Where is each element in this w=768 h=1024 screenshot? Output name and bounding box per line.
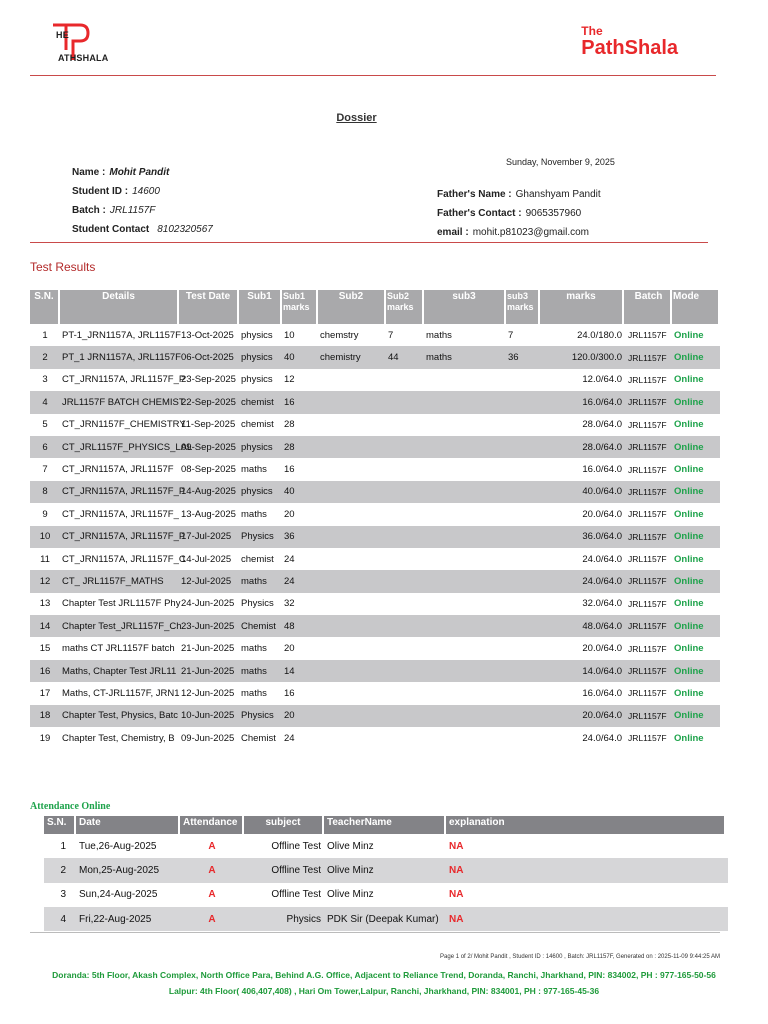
cell-m1: 24 [284, 575, 295, 587]
cell-m2: 44 [388, 352, 399, 364]
cell-details: CT_JRN1157A, JRL1157F_P [62, 531, 186, 543]
cell-batch: JRL1157F [628, 330, 667, 341]
att-cell-date: Fri,22-Aug-2025 [79, 913, 152, 925]
cell-details: Chapter Test JRL1157F Phy [62, 598, 181, 610]
page-info: Page 1 of 2/ Mohit Pandit , Student ID : 14600 , Batch: JRL1157F, Generated on : 2025-11-09 9:44:25 AM [440, 954, 720, 960]
table-row [30, 570, 720, 592]
cell-m1: 28 [284, 419, 295, 431]
logo-the: The [581, 24, 603, 38]
cell-date: 24-Jun-2025 [181, 598, 235, 610]
cell-mode: Online [674, 643, 704, 655]
cell-m1: 20 [284, 643, 295, 655]
cell-sn: 7 [42, 464, 48, 476]
att-cell-teacher: Olive Minz [327, 864, 374, 876]
cell-batch: JRL1157F [628, 442, 667, 453]
report-date: Sunday, November 9, 2025 [506, 157, 615, 167]
att-header-sn: S.N. [44, 816, 76, 834]
student-name-label: Name : [72, 167, 106, 178]
cell-date: 17-Jul-2025 [181, 531, 232, 543]
batch-field [72, 205, 155, 216]
cell-m3: 7 [508, 329, 514, 341]
cell-sub1: chemist [241, 419, 274, 431]
logo-name: PathShala [581, 37, 678, 59]
cell-mode: Online [674, 329, 704, 341]
student-name-field [72, 167, 169, 178]
cell-mode: Online [674, 508, 704, 520]
cell-sn: 11 [40, 553, 50, 565]
cell-mode: Online [674, 598, 704, 610]
cell-m1: 20 [284, 710, 295, 722]
test-results-table [30, 290, 720, 749]
logo-pathshala-right [581, 25, 678, 58]
table-row [30, 682, 720, 704]
logo-pathshala-left [50, 22, 120, 64]
cell-sub2: chemstry [320, 329, 359, 341]
cell-m1: 28 [284, 441, 295, 453]
student-name-value: Mohit Pandit [109, 167, 170, 178]
cell-marks: 28.0/64.0 [582, 419, 622, 431]
cell-batch: JRL1157F [628, 598, 667, 609]
table-row [30, 436, 720, 458]
cell-batch: JRL1157F [628, 374, 667, 385]
email-label: email : [437, 227, 469, 238]
cell-sub1: physics [241, 329, 273, 341]
cell-details: maths CT JRL1157F batch [62, 643, 175, 655]
cell-sn: 3 [42, 374, 48, 386]
table-row [30, 481, 720, 503]
results-header-row [30, 290, 720, 324]
cell-mode: Online [674, 687, 704, 699]
cell-m1: 12 [284, 374, 295, 386]
email-value: mohit.p81023@gmail.com [472, 227, 590, 238]
batch-value: JRL1157F [109, 205, 156, 216]
cell-m1: 48 [284, 620, 295, 632]
cell-mode: Online [674, 486, 704, 498]
att-header-subject: subject [244, 816, 324, 834]
att-cell-sn: 3 [60, 889, 66, 901]
cell-sn: 10 [39, 531, 51, 543]
cell-mode: Online [674, 464, 704, 476]
att-cell-subject: Physics [286, 913, 321, 925]
cell-details: Chapter Test, Chemistry, B [62, 732, 175, 744]
cell-details: PT_1 JRN1157A, JRL1157F [62, 352, 181, 364]
table-row [30, 324, 720, 346]
attendance-row [44, 834, 728, 858]
cell-m1: 14 [284, 665, 295, 677]
cell-date: 21-Jun-2025 [181, 643, 235, 655]
cell-sn: 16 [39, 665, 51, 677]
cell-batch: JRL1157F [628, 621, 667, 632]
cell-date: 23-Sep-2025 [181, 374, 236, 386]
cell-sub2: chemistry [320, 352, 361, 364]
cell-mode: Online [674, 352, 704, 364]
col-header-sub3: sub3 [424, 290, 506, 324]
cell-details: CT_JRN1157A, JRL1157F_P [62, 486, 186, 498]
cell-m1: 40 [284, 486, 295, 498]
cell-sn: 4 [42, 396, 48, 408]
cell-date: 22-Sep-2025 [181, 396, 236, 408]
cell-sub1: Chemist [241, 732, 276, 744]
document-title: Dossier [336, 112, 377, 124]
cell-marks: 12.0/64.0 [582, 374, 622, 386]
att-cell-exp: NA [449, 840, 464, 852]
student-contact-field [72, 224, 213, 235]
cell-sn: 8 [42, 486, 48, 498]
cell-batch: JRL1157F [628, 688, 667, 699]
col-header-sub3-marks: sub3 marks [506, 290, 540, 324]
att-header-teacher: TeacherName [324, 816, 446, 834]
cell-sn: 5 [42, 419, 48, 431]
cell-mode: Online [674, 710, 704, 722]
cell-sub1: Physics [241, 531, 274, 543]
cell-marks: 32.0/64.0 [582, 598, 622, 610]
cell-sub1: physics [241, 374, 273, 386]
cell-mode: Online [674, 575, 704, 587]
cell-mode: Online [674, 620, 704, 632]
att-cell-subject: Offline Test [271, 889, 321, 901]
cell-sub1: physics [241, 441, 273, 453]
col-header-batch: Batch [624, 290, 672, 324]
cell-date: 12-Jul-2025 [181, 575, 232, 587]
cell-details: CT_JRN1157A, JRL1157F [62, 464, 174, 476]
cell-marks: 16.0/64.0 [582, 464, 622, 476]
att-cell-teacher: PDK Sir (Deepak Kumar) [327, 913, 439, 925]
cell-batch: JRL1157F [628, 464, 667, 475]
att-cell-teacher: Olive Minz [327, 889, 374, 901]
cell-details: Chapter Test, Physics, Batc [62, 710, 178, 722]
cell-details: CT_JRL1157F_PHYSICS_LAL [62, 441, 193, 453]
cell-batch: JRL1157F [628, 733, 667, 744]
logo-text-bottom: ATHSHALA [58, 53, 109, 63]
cell-sub1: Physics [241, 710, 274, 722]
cell-m1: 16 [284, 396, 295, 408]
col-header-sub2-marks: Sub2 marks [386, 290, 424, 324]
cell-sub1: maths [241, 508, 267, 520]
student-contact-value: 8102320567 [157, 224, 213, 235]
table-row [30, 391, 720, 413]
cell-date: 11-Sep-2025 [181, 419, 236, 431]
cell-m1: 16 [284, 687, 295, 699]
student-id-label: Student ID : [72, 186, 129, 197]
cell-marks: 28.0/64.0 [582, 441, 622, 453]
cell-mode: Online [674, 531, 704, 543]
cell-date: 06-Oct-2025 [181, 352, 234, 364]
cell-m2: 7 [388, 329, 394, 341]
table-row [30, 615, 720, 637]
attendance-row [44, 858, 728, 882]
cell-date: 13-Aug-2025 [181, 508, 236, 520]
att-cell-subject: Offline Test [271, 840, 321, 852]
cell-marks: 16.0/64.0 [582, 396, 622, 408]
student-id-field [72, 186, 160, 197]
att-cell-sn: 2 [60, 864, 66, 876]
cell-sn: 9 [42, 508, 48, 520]
cell-batch: JRL1157F [628, 352, 667, 363]
info-divider [30, 242, 708, 243]
table-row [30, 458, 720, 480]
student-id-value: 14600 [132, 186, 160, 197]
cell-sub1: Chemist [241, 620, 276, 632]
table-row [30, 660, 720, 682]
cell-date: 13-Oct-2025 [181, 329, 234, 341]
cell-details: Maths, Chapter Test JRL11 [62, 665, 177, 677]
cell-batch: JRL1157F [628, 554, 667, 565]
father-contact-value: 9065357960 [525, 208, 582, 219]
cell-date: 23-Jun-2025 [181, 620, 235, 632]
att-cell-sn: 1 [60, 840, 66, 852]
table-row [30, 526, 720, 548]
cell-batch: JRL1157F [628, 509, 667, 520]
cell-details: CT_JRN1157F_CHEMISTRY [62, 419, 186, 431]
cell-sn: 18 [39, 710, 51, 722]
cell-batch: JRL1157F [628, 486, 667, 497]
cell-details: CT_JRN1157A, JRL1157F_C [62, 553, 186, 565]
col-header-sub1: Sub1 [239, 290, 282, 324]
cell-m1: 40 [284, 352, 295, 364]
att-header-attendance: Attendance [180, 816, 244, 834]
cell-date: 09-Sep-2025 [181, 441, 236, 453]
cell-sn: 1 [42, 329, 48, 341]
cell-batch: JRL1157F [628, 531, 667, 542]
cell-batch: JRL1157F [628, 576, 667, 587]
cell-sub1: maths [241, 665, 267, 677]
footer-divider [30, 932, 720, 933]
table-row [30, 548, 720, 570]
father-contact-field [437, 208, 581, 219]
results-body [30, 324, 720, 749]
cell-details: CT_JRN1157A, JRL1157F_ [62, 508, 179, 520]
cell-marks: 20.0/64.0 [582, 643, 622, 655]
cell-sub1: maths [241, 575, 267, 587]
cell-sn: 6 [42, 441, 48, 453]
student-contact-label: Student Contact [72, 224, 150, 235]
att-header-date: Date [76, 816, 180, 834]
cell-mode: Online [674, 374, 704, 386]
att-cell-subject: Offline Test [271, 864, 321, 876]
att-header-explanation: explanation [446, 816, 726, 834]
att-cell-teacher: Olive Minz [327, 840, 374, 852]
att-cell-att: A [208, 864, 216, 876]
attendance-title: Attendance Online [30, 801, 111, 812]
attendance-row [44, 883, 728, 907]
att-cell-date: Mon,25-Aug-2025 [79, 864, 160, 876]
cell-m3: 36 [508, 352, 519, 364]
att-cell-exp: NA [449, 864, 464, 876]
cell-batch: JRL1157F [628, 419, 667, 430]
logo-text-top: HE [56, 30, 69, 40]
batch-label: Batch : [72, 205, 106, 216]
cell-sn: 14 [39, 620, 51, 632]
cell-sn: 17 [39, 687, 51, 699]
cell-sub1: maths [241, 464, 267, 476]
cell-m1: 32 [284, 598, 295, 610]
cell-sn: 13 [39, 598, 51, 610]
col-header-marks: marks [540, 290, 624, 324]
col-header-mode: Mode [672, 290, 720, 324]
att-cell-exp: NA [449, 913, 464, 925]
cell-details: Chapter Test_JRL1157F_Ch [62, 620, 182, 632]
cell-sub1: Physics [241, 598, 274, 610]
cell-mode: Online [674, 419, 704, 431]
cell-mode: Online [674, 441, 704, 453]
cell-sub3: maths [426, 329, 452, 341]
cell-sub1: physics [241, 486, 273, 498]
cell-sub1: chemist [241, 553, 274, 565]
table-row [30, 727, 720, 749]
cell-marks: 48.0/64.0 [582, 620, 622, 632]
table-row [30, 503, 720, 525]
cell-marks: 40.0/64.0 [582, 486, 622, 498]
table-row [30, 593, 720, 615]
attendance-header-row [44, 816, 728, 834]
cell-date: 12-Jun-2025 [181, 687, 235, 699]
father-contact-label: Father's Contact : [437, 208, 522, 219]
cell-marks: 20.0/64.0 [582, 710, 622, 722]
cell-m1: 24 [284, 732, 295, 744]
cell-marks: 14.0/64.0 [582, 665, 622, 677]
cell-sn: 12 [39, 575, 51, 587]
table-row [30, 637, 720, 659]
attendance-table [44, 816, 728, 931]
cell-batch: JRL1157F [628, 710, 667, 721]
cell-mode: Online [674, 665, 704, 677]
cell-sub1: maths [241, 643, 267, 655]
cell-marks: 20.0/64.0 [582, 508, 622, 520]
att-cell-att: A [208, 913, 216, 925]
cell-batch: JRL1157F [628, 643, 667, 654]
cell-details: PT-1_JRN1157A, JRL1157F [62, 329, 181, 341]
email-field [437, 227, 589, 238]
cell-marks: 24.0/64.0 [582, 575, 622, 587]
cell-marks: 36.0/64.0 [582, 531, 622, 543]
table-row [30, 346, 720, 368]
cell-date: 14-Aug-2025 [181, 486, 236, 498]
cell-sub1: physics [241, 352, 273, 364]
cell-sub1: chemist [241, 396, 274, 408]
father-name-field [437, 189, 601, 200]
cell-details: CT_JRN1157A, JRL1157F_P [62, 374, 186, 386]
att-cell-sn: 4 [60, 913, 66, 925]
cell-mode: Online [674, 553, 704, 565]
col-header-sub1-marks: Sub1 marks [282, 290, 318, 324]
cell-sn: 2 [42, 352, 48, 364]
col-header-test-date: Test Date [179, 290, 239, 324]
cell-sn: 15 [39, 643, 51, 655]
att-cell-att: A [208, 840, 216, 852]
cell-marks: 120.0/300.0 [571, 352, 622, 364]
cell-date: 14-Jul-2025 [181, 553, 232, 565]
cell-m1: 20 [284, 508, 295, 520]
att-cell-date: Sun,24-Aug-2025 [79, 889, 158, 901]
table-row [30, 369, 720, 391]
cell-marks: 24.0/64.0 [582, 732, 622, 744]
attendance-row [44, 907, 728, 931]
test-results-title: Test Results [30, 260, 96, 274]
cell-sn: 19 [39, 732, 51, 744]
cell-details: JRL1157F BATCH CHEMIST [62, 396, 185, 408]
cell-details: Maths, CT-JRL1157F, JRN1 [62, 687, 180, 699]
att-cell-date: Tue,26-Aug-2025 [79, 840, 157, 852]
att-cell-exp: NA [449, 889, 464, 901]
cell-batch: JRL1157F [628, 666, 667, 677]
attendance-body [44, 834, 728, 931]
att-cell-att: A [208, 889, 216, 901]
cell-marks: 16.0/64.0 [582, 687, 622, 699]
father-name-label: Father's Name : [437, 189, 512, 200]
cell-date: 10-Jun-2025 [181, 710, 235, 722]
cell-m1: 16 [284, 464, 295, 476]
address-lalpur: Lalpur: 4th Floor( 406,407,408) , Hari Om Tower,Lalpur, Ranchi, Jharkhand, PIN: 834001, PH : 977-165-45-36 [168, 986, 600, 996]
cell-m1: 24 [284, 553, 295, 565]
cell-sub3: maths [426, 352, 452, 364]
cell-m1: 10 [284, 329, 295, 341]
table-row [30, 414, 720, 436]
cell-details: CT_ JRL1157F_MATHS [62, 575, 164, 587]
address-doranda: Doranda: 5th Floor, Akash Complex, North Office Para, Behind A.G. Office, Adjacent to Reliance Trend, Doranda, Ranchi, Jharkhand, PIN: 834002, PH : 977-165-50-56 [52, 970, 716, 980]
header-divider [30, 75, 716, 76]
cell-m1: 36 [284, 531, 295, 543]
cell-date: 21-Jun-2025 [181, 665, 235, 677]
cell-marks: 24.0/180.0 [577, 329, 622, 341]
table-row [30, 705, 720, 727]
cell-date: 09-Jun-2025 [181, 732, 235, 744]
cell-batch: JRL1157F [628, 397, 667, 408]
col-header-sub2: Sub2 [318, 290, 386, 324]
cell-mode: Online [674, 732, 704, 744]
father-name-value: Ghanshyam Pandit [515, 189, 601, 200]
cell-date: 08-Sep-2025 [181, 464, 236, 476]
col-header-details: Details [60, 290, 179, 324]
cell-marks: 24.0/64.0 [582, 553, 622, 565]
cell-mode: Online [674, 396, 704, 408]
col-header-sn: S.N. [30, 290, 60, 324]
cell-sub1: maths [241, 687, 267, 699]
